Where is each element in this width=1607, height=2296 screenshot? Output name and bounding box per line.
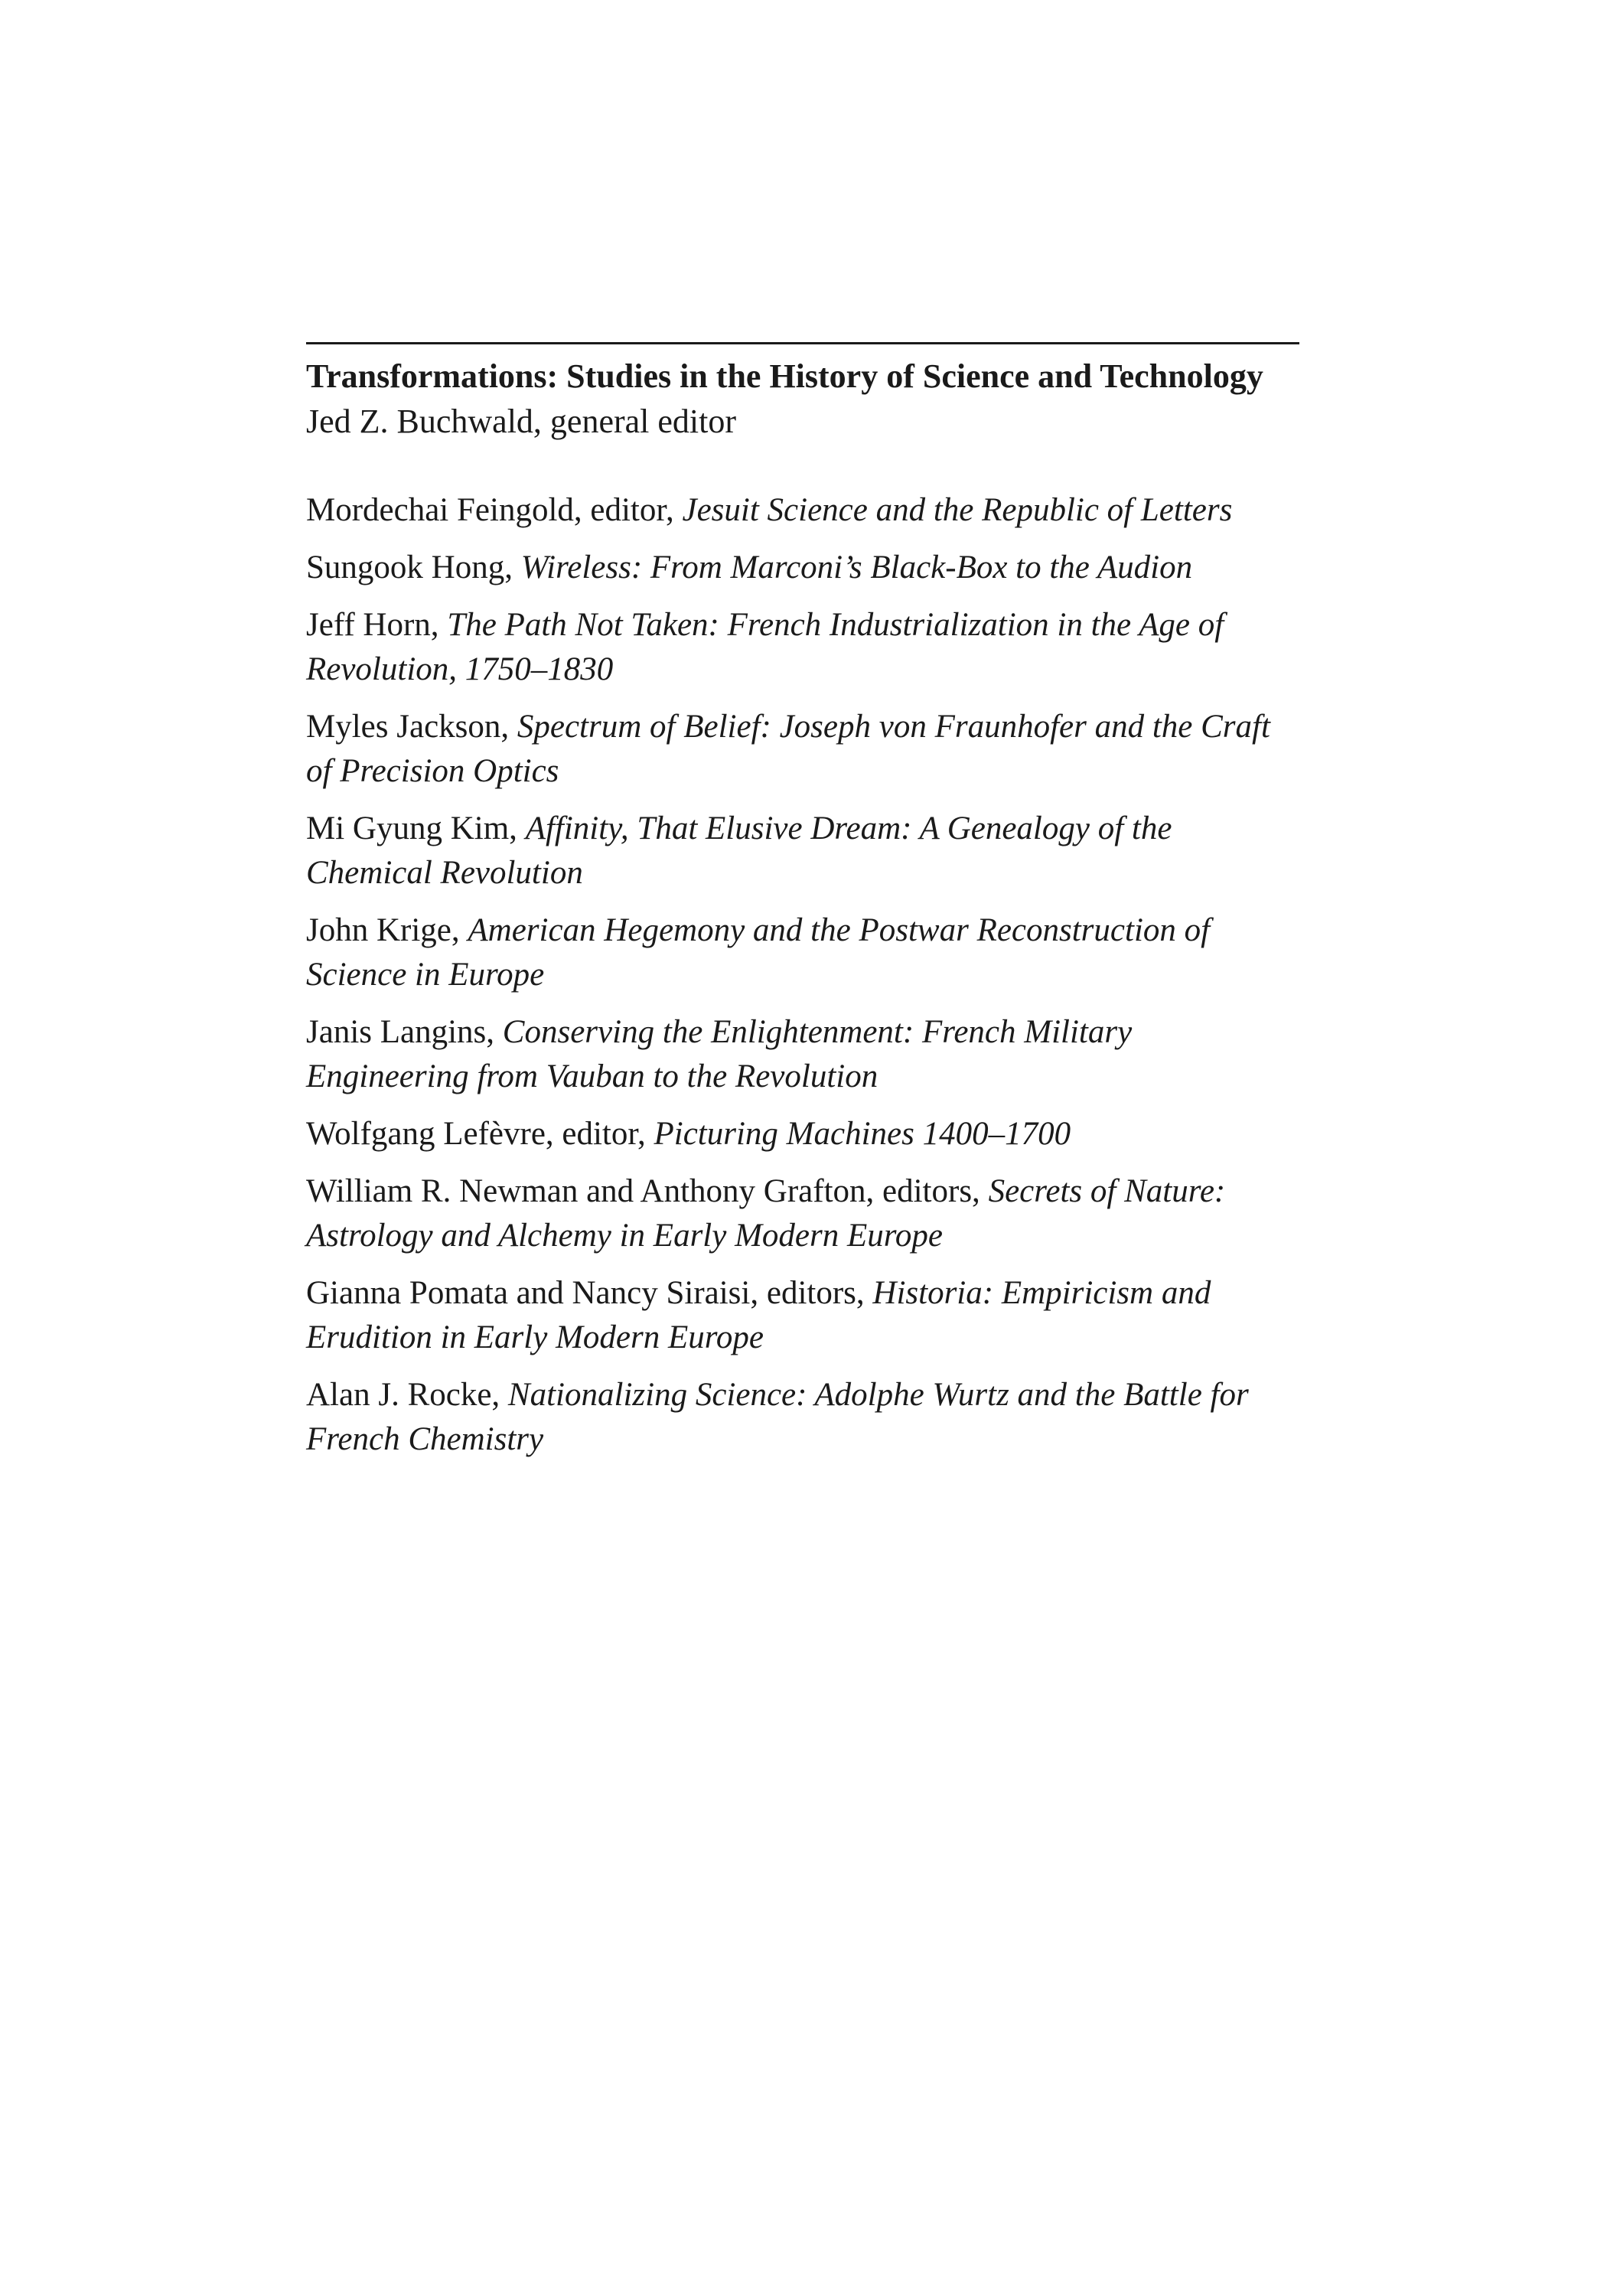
book-author: Gianna Pomata and Nancy Siraisi, editors, bbox=[306, 1275, 873, 1311]
book-title: Jesuit Science and the Republic of Letters bbox=[682, 492, 1233, 528]
book-title: Picturing Machines 1400–1700 bbox=[654, 1116, 1071, 1152]
book-entry bbox=[306, 1271, 1299, 1360]
book-entry bbox=[306, 1169, 1299, 1258]
book-title: Conserving the Enlightenment: French Military Engineering from Vauban to the Revolution bbox=[306, 1014, 1133, 1094]
top-rule bbox=[306, 342, 1299, 344]
series-page-content bbox=[306, 342, 1299, 1475]
book-list bbox=[306, 488, 1299, 1462]
series-title: Transformations: Studies in the History of Science and Technology bbox=[306, 357, 1263, 395]
book-author: Wolfgang Lefèvre, editor, bbox=[306, 1116, 654, 1152]
book-title: Wireless: From Marconi’s Black-Box to the Audion bbox=[520, 550, 1193, 585]
book-entry bbox=[306, 1010, 1299, 1099]
book-author: Mordechai Feingold, editor, bbox=[306, 492, 683, 528]
book-author: John Krige, bbox=[306, 912, 468, 948]
book-author: Janis Langins, bbox=[306, 1014, 503, 1050]
book-author: Jeff Horn, bbox=[306, 607, 448, 643]
book-title: American Hegemony and the Postwar Reconstruction of Science in Europe bbox=[306, 912, 1211, 993]
book-entry bbox=[306, 603, 1299, 692]
book-title: Nationalizing Science: Adolphe Wurtz and the Battle for French Chemistry bbox=[306, 1377, 1249, 1457]
book-entry bbox=[306, 807, 1299, 895]
book-author: Alan J. Rocke, bbox=[306, 1377, 508, 1413]
book-entry bbox=[306, 705, 1299, 794]
book-author: Myles Jackson, bbox=[306, 709, 517, 745]
book-author: Sungook Hong, bbox=[306, 550, 521, 585]
book-title: Secrets of Nature: Astrology and Alchemy in Early Modern Europe bbox=[306, 1173, 1226, 1254]
book-entry bbox=[306, 1373, 1299, 1462]
book-title: The Path Not Taken: French Industrialization in the Age of Revolution, 1750–1830 bbox=[306, 607, 1224, 687]
book-entry bbox=[306, 1112, 1299, 1156]
book-entry bbox=[306, 546, 1299, 590]
book-entry bbox=[306, 908, 1299, 997]
book-title: Historia: Empiricism and Erudition in Early Modern Europe bbox=[306, 1275, 1211, 1355]
book-title: Spectrum of Belief: Joseph von Fraunhofer and the Craft of Precision Optics bbox=[306, 709, 1270, 789]
book-entry bbox=[306, 488, 1299, 533]
book-title: Affinity, That Elusive Dream: A Genealogy of the Chemical Revolution bbox=[306, 810, 1172, 891]
book-author: Mi Gyung Kim, bbox=[306, 810, 526, 846]
series-editor: Jed Z. Buchwald, general editor bbox=[306, 403, 737, 440]
book-author: William R. Newman and Anthony Grafton, editors, bbox=[306, 1173, 989, 1209]
